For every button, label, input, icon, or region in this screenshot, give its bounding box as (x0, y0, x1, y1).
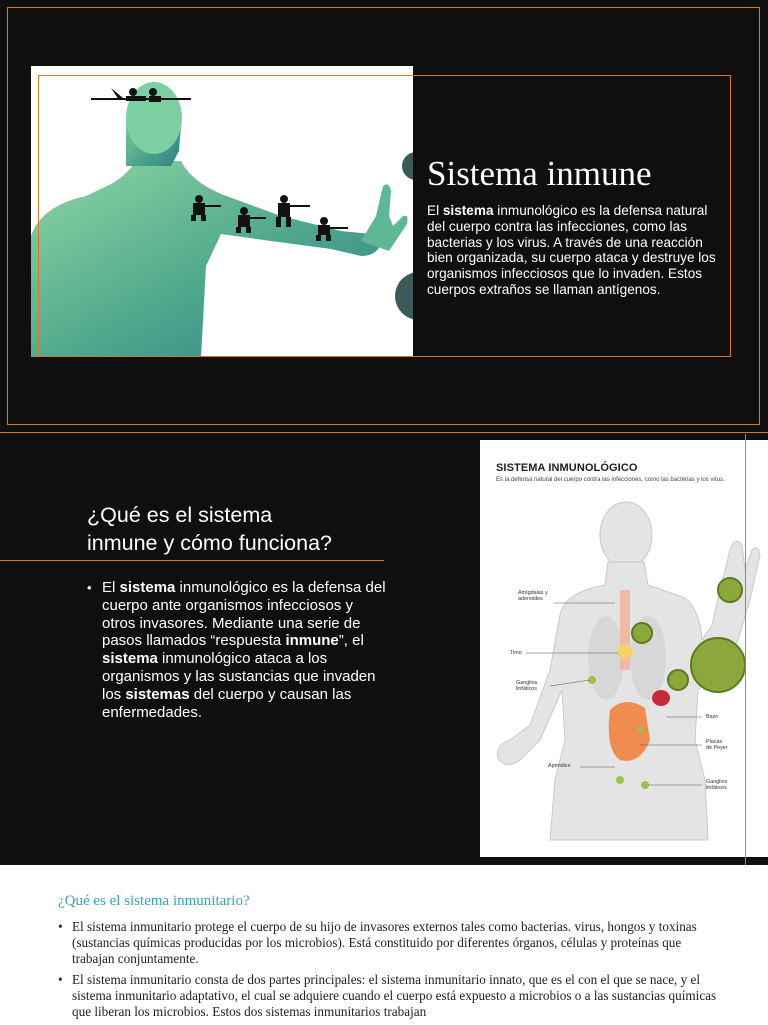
label-apendice: Apéndice (548, 763, 571, 769)
accent-vertical-line (745, 434, 746, 865)
slide-description: El sistema inmunológico es la defensa natural del cuerpo contra las infecciones, como las bacterias y los virus. A través de una reacción bien organizada, su cuerpo ataca y destruye los organismos infecciosos que lo invaden. Estos cuerpos extraños se llaman antígenos. (427, 203, 716, 297)
human-body-organs-image (480, 440, 768, 857)
slide-title (87, 501, 332, 557)
infographic-title: SISTEMA INMUNOLÓGICO (496, 462, 638, 474)
bullet-list (58, 919, 718, 1025)
title-underline (0, 560, 384, 561)
list-item: • El sistema inmunológico es la defensa del cuerpo ante organismos infecciosos y otros invasores. Mediante una serie de pasos llamados “respuesta inmune”, el sistema inmunológico ataca a los organismos y las sustancias que invaden los sistemas del cuerpo y causan las enfermedades. (87, 579, 387, 721)
label-ganglios-right: Ganglios linfáticos (706, 779, 728, 792)
list-item: • El sistema inmunitario consta de dos partes principales: el sistema inmunitario innato, que es el con el que se nace, y el sistema inmunitario adaptativo, el cual se adquiere cuando el cuerpo está expuesto a microbios o a las sustancias químicas que liberan los microbios. Estos dos sistemas inmunitarios trabajan (58, 972, 718, 1020)
list-item: • El sistema inmunitario protege el cuerpo de su hijo de invasores externos tales como bacterias. virus, hongos y toxinas (sustancias químicas producidas por los microbios). Está constituido por diferentes órganos, células y proteínas que trabajan conjuntamente. (58, 919, 718, 967)
label-placas-peyer: Placas de Peyer (706, 739, 728, 752)
divider-line (0, 432, 768, 433)
slide-que-es (0, 434, 768, 865)
title-line-1: ¿Qué es el sistema (87, 503, 273, 527)
title-line-2: inmune y cómo funciona? (87, 531, 333, 555)
section-heading: ¿Qué es el sistema inmunitario? (58, 893, 250, 909)
infographic-subtitle: Es la defensa natural del cuerpo contra las infecciones, como las bacterias y los virus. (496, 477, 725, 483)
slide-sistema-inmune (0, 0, 768, 430)
bullet-list (87, 579, 387, 721)
label-amigdalas: Amígdalas y adenoides (518, 590, 548, 603)
label-ganglios-left: Ganglios linfáticos (516, 680, 538, 693)
label-timo: Timo (510, 650, 522, 656)
slide-title: Sistema inmune (427, 154, 652, 193)
label-bazo: Bazo (706, 714, 719, 720)
immune-system-infographic (480, 440, 768, 857)
slide-sistema-inmunitario (0, 865, 768, 1024)
